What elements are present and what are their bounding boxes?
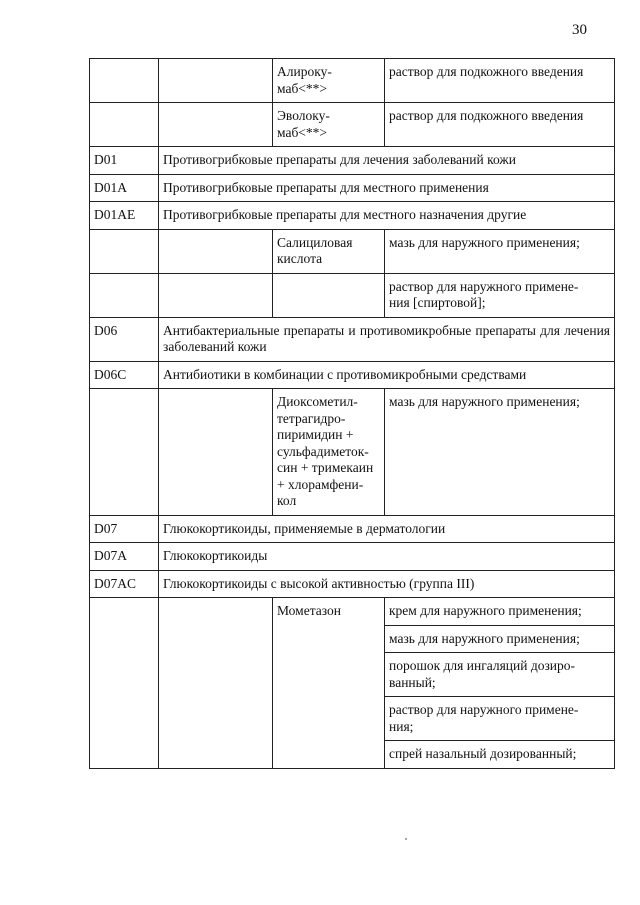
group-title-cell	[159, 543, 615, 571]
code-cell	[90, 59, 159, 103]
drug-name: Мометазон	[277, 603, 341, 618]
table-row	[90, 103, 615, 147]
dosage-form: спрей назальный дозированный;	[389, 746, 577, 761]
code-cell	[90, 515, 159, 543]
page-number: 30	[572, 22, 587, 38]
table-row	[90, 598, 615, 626]
dosage-form-cell	[385, 625, 615, 653]
table-row	[90, 59, 615, 103]
dosage-form-cell	[385, 103, 615, 147]
group-title: Антибактериальные препараты и противомикробные препараты для лечения заболеваний кожи	[163, 322, 610, 354]
group-title: Глюкокортикоиды, применяемые в дерматологии	[163, 520, 446, 536]
drug-name-cell	[273, 598, 385, 769]
table-row	[90, 317, 615, 361]
code-cell	[90, 317, 159, 361]
dosage-form-cell	[385, 697, 615, 741]
group-title-cell	[159, 515, 615, 543]
atc-name-cell	[159, 273, 273, 317]
table-row	[90, 570, 615, 598]
atc-code: D01AE	[94, 207, 136, 222]
atc-code: D01A	[94, 179, 127, 195]
atc-code: D07AC	[94, 575, 137, 591]
atc-name-cell	[159, 389, 273, 516]
drug-classification-table	[89, 58, 615, 769]
dosage-form-cell	[385, 741, 615, 769]
code-cell	[90, 543, 159, 571]
dosage-form: раствор для подкожного введения	[389, 108, 584, 123]
table-row	[90, 273, 615, 317]
atc-code: D07A	[94, 548, 127, 563]
atc-code: D01	[94, 152, 118, 167]
atc-code: D06C	[94, 366, 127, 382]
drug-name-cell	[273, 103, 385, 147]
group-title: Глюкокортикоиды с высокой активностью (группа III)	[163, 575, 475, 591]
atc-name-cell	[159, 229, 273, 273]
atc-code: D06	[94, 322, 118, 338]
code-cell	[90, 361, 159, 389]
group-title-cell	[159, 147, 615, 175]
code-cell	[90, 147, 159, 175]
group-title: Антибиотики в комбинации с противомикробными средствами	[163, 366, 527, 382]
table-row	[90, 543, 615, 571]
drug-name-cell	[273, 229, 385, 273]
scan-speck	[405, 838, 407, 840]
atc-code: D07	[94, 520, 118, 536]
drug-name: Эволоку- маб<**>	[277, 108, 330, 140]
dosage-form-cell	[385, 229, 615, 273]
group-title-cell	[159, 361, 615, 389]
code-cell	[90, 174, 159, 202]
table-row	[90, 515, 615, 543]
group-title-cell	[159, 202, 615, 230]
code-cell	[90, 273, 159, 317]
group-title: Глюкокортикоиды	[163, 548, 268, 563]
dosage-form-cell	[385, 59, 615, 103]
dosage-form: раствор для наружного примене- ния [спиртовой];	[389, 278, 579, 310]
table-row	[90, 147, 615, 175]
dosage-form: раствор для наружного примене- ния;	[389, 702, 579, 734]
code-cell	[90, 570, 159, 598]
dosage-form-cell	[385, 273, 615, 317]
code-cell	[90, 103, 159, 147]
table-row	[90, 174, 615, 202]
drug-name-cell	[273, 389, 385, 516]
table-row	[90, 361, 615, 389]
drug-name: Салициловая кислота	[277, 234, 353, 266]
drug-name-cell	[273, 273, 385, 317]
group-title-cell	[159, 174, 615, 202]
dosage-form: мазь для наружного применения;	[389, 234, 580, 250]
dosage-form: мазь для наружного применения;	[389, 630, 580, 646]
code-cell	[90, 598, 159, 769]
group-title: Противогрибковые препараты для лечения заболеваний кожи	[163, 152, 516, 167]
drug-name: Диоксометил- тетрагидро- пиримидин + сульфадиметок- син + тримекаин + хлорамфени- кол	[277, 394, 374, 508]
atc-name-cell	[159, 103, 273, 147]
dosage-form: раствор для подкожного введения	[389, 64, 584, 79]
group-title-cell	[159, 317, 615, 361]
table-row	[90, 202, 615, 230]
drug-name-cell	[273, 59, 385, 103]
atc-name-cell	[159, 59, 273, 103]
dosage-form-cell	[385, 389, 615, 516]
table-row	[90, 389, 615, 516]
dosage-form: порошок для ингаляций дозиро- ванный;	[389, 658, 576, 690]
drug-name: Алироку- маб<**>	[277, 64, 332, 96]
dosage-form: крем для наружного применения;	[389, 603, 582, 618]
group-title: Противогрибковые препараты для местного назначения другие	[163, 207, 527, 222]
group-title-cell	[159, 570, 615, 598]
atc-name-cell	[159, 598, 273, 769]
group-title: Противогрибковые препараты для местного применения	[163, 179, 489, 195]
dosage-form-cell	[385, 598, 615, 626]
code-cell	[90, 229, 159, 273]
dosage-form-cell	[385, 653, 615, 697]
code-cell	[90, 202, 159, 230]
table-row	[90, 229, 615, 273]
dosage-form: мазь для наружного применения;	[389, 394, 580, 409]
code-cell	[90, 389, 159, 516]
